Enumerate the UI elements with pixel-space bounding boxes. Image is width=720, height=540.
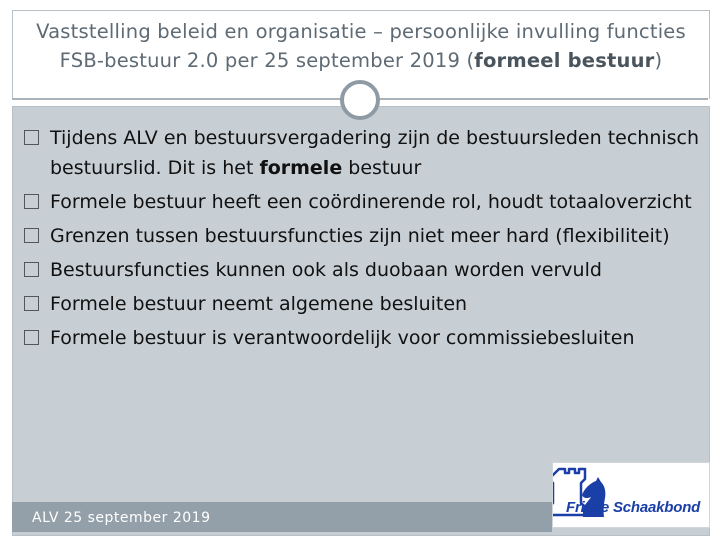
square-bullet-icon — [24, 262, 39, 277]
divider-circle-ornament — [340, 80, 380, 120]
bullet-item — [22, 290, 702, 320]
square-bullet-icon — [24, 194, 39, 209]
title-line-2-prefix: FSB-bestuur 2.0 per 25 september 2019 ( — [59, 49, 475, 72]
bullet-item — [22, 124, 702, 183]
bullet-item — [22, 324, 702, 354]
logo-text: Friese Schaakbond — [566, 499, 701, 516]
title-line-2 — [13, 46, 709, 75]
bullet-item — [22, 222, 702, 252]
square-bullet-icon — [24, 330, 39, 345]
title-line-2-suffix: ) — [654, 49, 663, 72]
title-line-1: Vaststelling beleid en organisatie – persoonlijke invulling functies — [36, 20, 686, 43]
bullet-text-before: Tijdens ALV en bestuursvergadering zijn de bestuursleden technisch bestuurslid. Dit is het — [50, 127, 700, 179]
chess-rook-knight-icon — [553, 463, 709, 527]
title-line-2-bold: formeel bestuur — [474, 49, 655, 72]
bullet-list — [22, 124, 702, 358]
bullet-text-bold: formele — [259, 156, 343, 179]
bullet-text: Formele bestuur heeft een coördinerende rol, houdt totaaloverzicht — [50, 190, 692, 213]
bullet-text: Formele bestuur is verantwoordelijk voor commissiebesluiten — [50, 326, 635, 349]
bullet-item — [22, 188, 702, 218]
bullet-text: Formele bestuur neemt algemene besluiten — [50, 292, 468, 315]
friese-schaakbond-logo — [552, 462, 710, 528]
footer-date: ALV 25 september 2019 — [32, 510, 211, 526]
bullet-text: Bestuursfuncties kunnen ook als duobaan worden vervuld — [50, 258, 602, 281]
bullet-text-after: bestuur — [342, 156, 422, 179]
square-bullet-icon — [24, 296, 39, 311]
square-bullet-icon — [24, 130, 39, 145]
bullet-text: Grenzen tussen bestuursfuncties zijn niet meer hard (flexibiliteit) — [50, 224, 670, 247]
bullet-item — [22, 256, 702, 286]
square-bullet-icon — [24, 228, 39, 243]
